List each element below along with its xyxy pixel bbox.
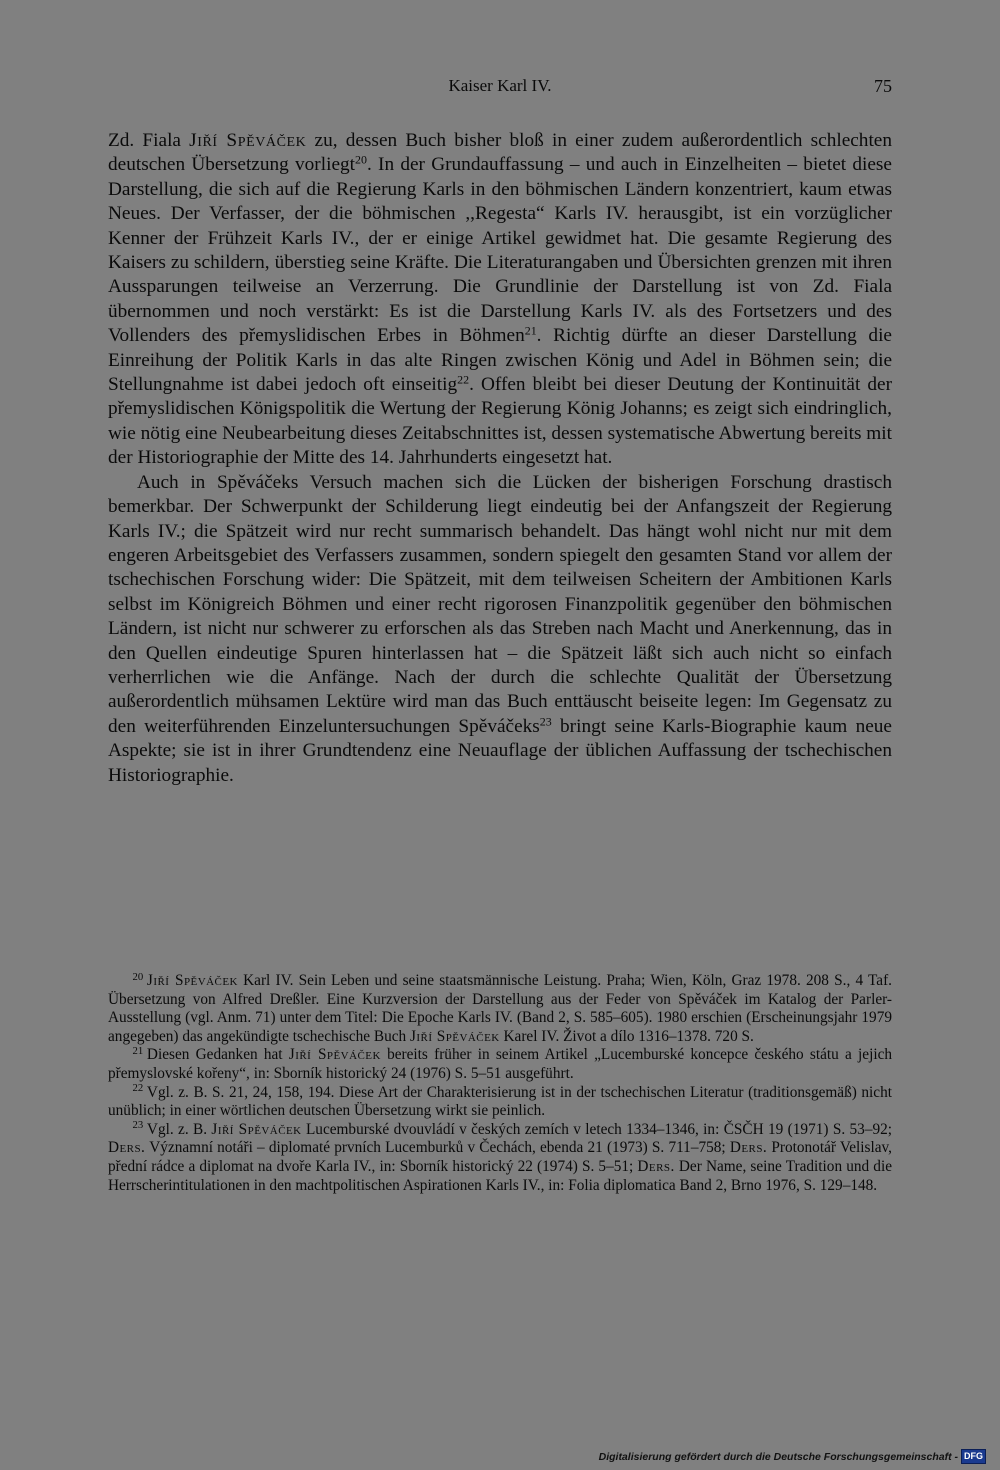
- paragraph-2: Auch in Spěváčeks Versuch machen sich die Lücken der bisherigen Forschung drastisch bemerkbar. Der Schwerpunkt der Schilderung liegt eindeutig bei der Anfangszeit der Regierung Karls IV.; die Spätzeit wird nur recht summarisch behandelt. Das hängt wohl nicht nur mit dem engeren Arbeitsgebiet des Verfassers zusammen, sondern spiegelt den gesamten Stand vor allem der tschechischen Forschung wider: Die Spätzeit, mit dem teilweisen Scheitern der Ambitionen Karls selbst im Königreich Böhmen und einer recht rigorosen Finanzpolitik gegenüber den böhmischen Ländern, ist nicht nur schwerer zu erforschen als das Streben nach Macht und Anerkennung, das in den Quellen eindeutige Spuren hinterlassen hat – die Spätzeit läßt sich auch nicht so einfach verherrlichen wie die Anfänge. Nach der durch die schlechte Qualität der Übersetzung außerordentlich mühsamen Lektüre wird man das Buch enttäuscht beiseite legen: Im Gegensatz zu den weiterführenden Einzeluntersuchungen Spěváčeks$^{23}$ bringt seine Karls-Biographie kaum neue Aspekte; sie ist in ihrer Grundtendenz eine Neuauflage der üblichen Auffassung der tschechischen Historiographie.: [108, 471, 892, 786]
- author-name: Jiří Spěváček: [189, 130, 307, 151]
- body-text: [108, 129, 892, 788]
- author-name: Jiří Spěváček: [211, 1120, 302, 1138]
- footnote-reference: 22: [457, 372, 470, 387]
- footnote-reference: 20: [355, 152, 367, 167]
- footnote-reference: 23: [539, 714, 552, 729]
- footnote-number: 22: [132, 1082, 144, 1095]
- footnote-number: 21: [132, 1045, 144, 1058]
- author-name: Jiří Spěváček: [410, 1027, 500, 1045]
- paragraph-1: Zd. Fiala Jiří Spěváček zu, dessen Buch bisher bloß in einer zudem außerordentlich schlechten deutschen Übersetzung vorliegt$^{20}$. In der Grundauffassung – und auch in Einzelheiten – bietet diese Darstellung, die sich auf die Regierung Karls in den böhmischen Ländern konzentriert, kaum etwas Neues. Der Verfasser, der die böhmischen ,,Regesta“ Karls IV. herausgibt, ist ein vorzüglicher Kenner der Frühzeit Karls IV., der er einige Artikel gewidmet hat. Die gesamte Regierung des Kaisers zu schildern, überstieg seine Kräfte. Die Literaturangaben und Übersichten grenzen mit ihren Aussparungen teilweise an Verzerrung. Die Grundlinie der Darstellung ist von Zd. Fiala übernommen und noch verstärkt: Es ist die Darstellung Karls IV. als des Fortsetzers und des Vollenders des přemyslidischen Erbes in Böhmen$^{21}$. Richtig dürfte an dieser Darstellung die Einreihung der Politik Karls in das alte Ringen zwischen König und Adel in Böhmen sein; die Stellungnahme ist dabei jedoch oft einseitig$^{22}$. Offen bleibt bei dieser Deutung der Kontinuität der přemyslidischen Königspolitik die Wertung der Regierung König Johanns; es zeigt sich eindringlich, wie nötig eine Neubearbeitung dieses Zeitabschnittes ist, dessen systematische Abwertung bereits mit der Historiographie der Mitte des 14. Jahrhunderts eingesetzt hat.: [108, 130, 893, 469]
- funding-text: Digitalisierung gefördert durch die Deutsche Forschungsgemeinschaft -: [598, 1450, 958, 1463]
- page-number: 75: [874, 76, 892, 96]
- author-name: Jiří Spěváček: [288, 1046, 381, 1064]
- footnote-23: [108, 1121, 892, 1195]
- footnote-text: Vgl. z. B. S. 21, 24, 158, 194. Diese Art der Charakterisierung ist in der tschechischen Literatur (traditionsgemäß) nicht unüblich; in einer wörtlichen deutschen Übersetzung wirkt sie peinlich.: [108, 1083, 892, 1120]
- running-header: [108, 76, 892, 102]
- footnote-text: Diesen Gedanken hat Jiří Spěváček bereits früher in seinem Artikel „Lucemburské koncepce českého státu a jejich přemyslovské kořeny“, in: Sborník historický 24 (1976) S. 5–51 ausgeführt.: [108, 1046, 893, 1082]
- running-title: Kaiser Karl IV.: [448, 76, 552, 95]
- footnote-text: Jiří Spěváček Karl IV. Sein Leben und seine staatsmännische Leistung. Praha; Wien, Köln, Graz 1978. 208 S., 4 Taf. Übersetzung von Alfred Dreßler. Eine Kurzversion der Darstellung aus der Feder von Spěváček im Katalog der Parler-Ausstellung (vgl. Anm. 71) unter dem Titel: Die Epoche Karls IV. (Band 2, S. 585–605). 1980 erschien (Erscheinungsjahr 1979 angegeben) das angekündigte tschechische Buch Jiří Spěváček Karel IV. Život a dílo 1316–1378. 720 S.: [108, 972, 893, 1045]
- footnote-20: [108, 972, 892, 1046]
- funding-footer: [599, 1449, 986, 1464]
- author-name: Ders.: [108, 1139, 146, 1157]
- author-name: Jiří Spěváček: [146, 972, 238, 989]
- dfg-logo: DFG: [961, 1449, 986, 1464]
- author-name: Ders.: [729, 1139, 768, 1157]
- footnote-21: [108, 1046, 892, 1083]
- footnotes: [108, 972, 892, 1195]
- footnote-22: [108, 1084, 892, 1121]
- footnote-reference: 21: [524, 323, 537, 338]
- footnote-number: 23: [132, 1119, 144, 1132]
- footnote-number: 20: [132, 970, 144, 983]
- footnote-text: Vgl. z. B. Jiří Spěváček Lucemburské dvouvládí v českých zemích v letech 1334–1346, in: ČSČH 19 (1971) S. 53–92; Ders. Významní notáři – diplomaté prvních Lucemburků v Čechách, ebenda 21 (1973) S. 711–758; Ders. Protonotář Velislav, přední rádce a diplomat na dvoře Karla IV., in: Sborník historický 22 (1974) S. 5–51; Ders. Der Name, seine Tradition und die Herrscherintitulationen in den machtpolitischen Aspirationen Karls IV., in: Folia diplomatica Band 2, Brno 1976, S. 129–148.: [108, 1120, 893, 1194]
- author-name: Ders.: [637, 1157, 675, 1175]
